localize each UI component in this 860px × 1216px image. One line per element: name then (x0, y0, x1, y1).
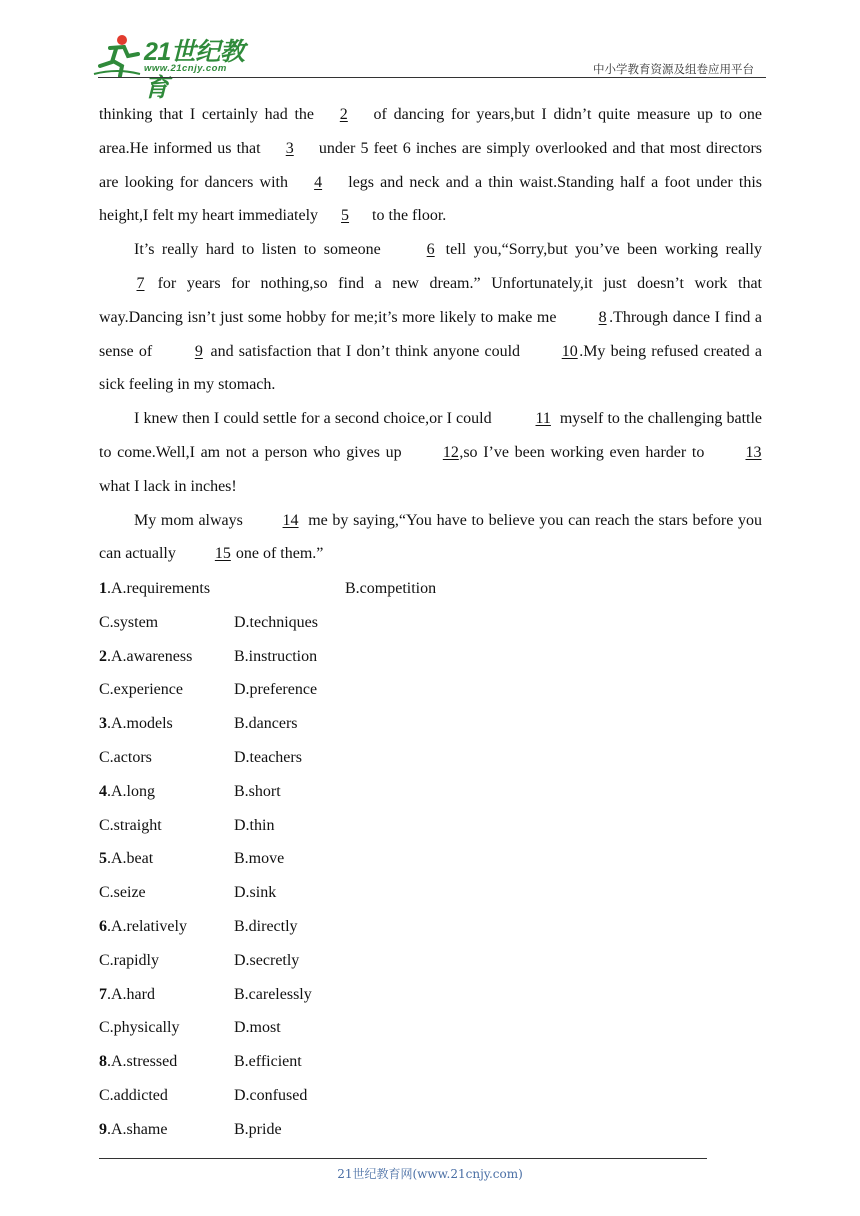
text-run: myself to the challenging battle to come.Well,I am not a person who gives up (99, 410, 763, 461)
question-number: 1 (99, 580, 107, 597)
paragraph-1 (99, 98, 762, 233)
option-a-text: .A.beat (107, 850, 154, 868)
question-row (99, 572, 599, 606)
page-footer: 21世纪教育网(www.21cnjy.com) (337, 1167, 523, 1181)
option-b: B.carelessly (234, 985, 312, 1003)
option-c: C.rapidly (99, 951, 159, 969)
option-d: D.preference (234, 681, 318, 699)
blank-15: 15 (214, 545, 231, 563)
blank-13: 13 (745, 443, 762, 461)
option-a-text: .A.models (107, 715, 173, 733)
text-run: of dancing for years,but I didn’t quite measure up to one area.He informed us that (99, 106, 763, 157)
footer-divider (99, 1158, 707, 1159)
question-number: 2 (99, 647, 107, 665)
option-a (99, 1045, 177, 1079)
option-a-text: .A.shame (107, 1120, 168, 1138)
question-number: 3 (99, 715, 107, 733)
text-run: ,so I’ve been working even harder to (459, 443, 710, 461)
option-a (99, 640, 192, 674)
blank-9: 9 (194, 342, 203, 360)
text-run: for years for nothing,so find a new dream.” Unfortunately,it just doesn’t work that way.Dancing isn’t just some hobby for me;it’s more likely to make me (99, 274, 762, 326)
option-b: B.dancers (234, 715, 298, 733)
blank-14: 14 (282, 511, 299, 529)
option-b: B.pride (234, 1120, 282, 1138)
option-a (99, 572, 210, 606)
option-d: D.secretly (234, 951, 300, 969)
question-number: 5 (99, 850, 107, 868)
text-run: My mom always (134, 511, 248, 529)
blank-12: 12 (442, 443, 459, 461)
question-row (99, 741, 599, 775)
option-a-text: .A.awareness (107, 647, 193, 665)
option-c: C.straight (99, 816, 162, 834)
question-row (99, 842, 599, 876)
text-run: one of them.” (231, 545, 324, 563)
question-row (99, 1045, 599, 1079)
blank-3: 3 (285, 139, 294, 157)
option-c: C.seize (99, 884, 146, 902)
option-a (99, 775, 155, 809)
option-a-text: .A.hard (107, 985, 155, 1003)
logo (92, 32, 262, 102)
question-number: 4 (99, 782, 107, 800)
blank-8: 8 (598, 308, 607, 326)
runner-logo-icon (92, 32, 142, 78)
option-c: C.actors (99, 748, 152, 766)
option-b: B.directly (234, 917, 298, 935)
blank-2: 2 (339, 106, 348, 123)
option-b: B.move (234, 850, 285, 868)
option-b: B.competition (345, 580, 437, 597)
blank-11: 11 (535, 410, 551, 428)
question-row (99, 876, 599, 910)
question-row (99, 809, 599, 843)
blank-4: 4 (314, 173, 323, 191)
option-c: C.experience (99, 681, 183, 699)
logo-text: 21世纪教育 (144, 38, 245, 102)
option-a (99, 910, 187, 944)
text-run: legs and neck and a thin waist.Standing half a foot under this height,I felt my heart immediately (99, 173, 762, 225)
logo-url: www.21cnjy.com (144, 63, 227, 74)
question-number: 7 (99, 985, 107, 1003)
option-a (99, 1113, 167, 1147)
text-run: and satisfaction that I don’t think anyone could (205, 342, 526, 360)
option-a-text: .A.long (107, 782, 155, 800)
text-run: me by saying,“You have to believe you can reach the stars before you can actually (99, 511, 762, 563)
blank-10: 10 (561, 342, 578, 360)
text-run: thinking that I certainly had the (99, 106, 321, 123)
text-run: It’s really hard to listen to someone (134, 241, 389, 259)
question-row (99, 707, 599, 741)
option-a-text: .A.requirements (107, 580, 211, 597)
text-run: tell you,“Sorry,but you’ve been working really (438, 241, 762, 259)
option-c: C.system (99, 613, 159, 631)
option-a (99, 978, 155, 1012)
question-row (99, 978, 599, 1012)
option-a-text: .A.relatively (107, 917, 187, 935)
option-d: D.thin (234, 816, 275, 834)
option-d: D.teachers (234, 748, 302, 766)
text-run: .Through dance I find a sense of (99, 308, 763, 360)
question-row (99, 775, 599, 809)
question-number: 9 (99, 1120, 107, 1138)
text-run: I knew then I could settle for a second choice,or I could (134, 410, 496, 428)
option-d: D.confused (234, 1086, 308, 1104)
question-row (99, 673, 599, 707)
text-run: under 5 feet 6 inches are simply overlooked and that most directors are looking for dancers with (99, 139, 762, 191)
option-d: D.sink (234, 884, 277, 902)
blank-7: 7 (136, 274, 145, 292)
question-number: 6 (99, 917, 107, 935)
question-row (99, 1011, 599, 1045)
option-c: C.addicted (99, 1086, 168, 1104)
option-b: B.efficient (234, 1053, 302, 1071)
option-a (99, 707, 173, 741)
question-row (99, 1079, 599, 1113)
text-run: what I lack in inches! (99, 477, 237, 495)
header-tagline: 中小学教育资源及组卷应用平台 (593, 62, 754, 76)
question-number: 8 (99, 1053, 107, 1071)
option-b: B.instruction (234, 647, 318, 665)
text-run: to the floor. (368, 207, 447, 225)
option-a-text: .A.stressed (107, 1053, 178, 1071)
question-row (99, 1113, 599, 1147)
question-row (99, 910, 599, 944)
option-d: D.techniques (234, 613, 318, 631)
paragraph-2 (99, 233, 762, 402)
header-divider (98, 77, 766, 78)
text-run: .My being refused created a sick feeling in my stomach. (99, 342, 762, 394)
option-a (99, 842, 153, 876)
question-row (99, 640, 599, 674)
paragraph-3 (99, 402, 762, 503)
page-header (92, 28, 766, 102)
answer-options (99, 572, 599, 1147)
passage (99, 98, 762, 571)
option-d: D.most (234, 1019, 281, 1037)
question-row (99, 606, 599, 640)
option-b: B.short (234, 782, 281, 800)
option-c: C.physically (99, 1019, 180, 1037)
paragraph-4 (99, 504, 762, 572)
blank-6: 6 (426, 241, 435, 259)
blank-5: 5 (341, 207, 350, 225)
question-row (99, 944, 599, 978)
